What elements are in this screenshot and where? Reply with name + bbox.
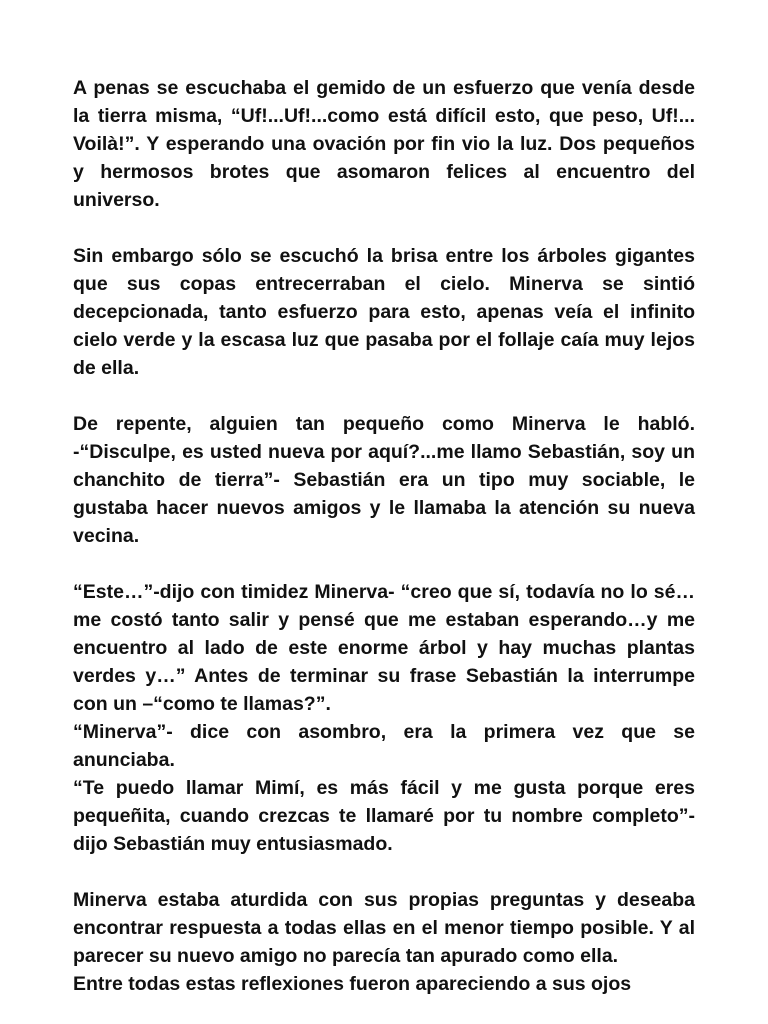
- paragraph-4: “Este…”-dijo con timidez Minerva- “creo que sí, todavía no lo sé…me costó tanto salir y pensé que me estaban esperando…y me encuentro al lado de este enorme árbol y hay muchas plantas verdes y…” Antes de terminar su frase Sebastián la interrumpe con un –“como te llamas?”.: [73, 581, 695, 715]
- document-page: [73, 74, 695, 998]
- paragraph-3: De repente, alguien tan pequeño como Minerva le habló. -“Disculpe, es usted nueva por aquí?...me llamo Sebastián, soy un chanchito de tierra”- Sebastián era un tipo muy sociable, le gustaba hacer nuevos amigos y le llamaba la atención su nueva vecina.: [73, 413, 695, 547]
- paragraph-7: Minerva estaba aturdida con sus propias preguntas y deseaba encontrar respuesta a todas ellas en el menor tiempo posible. Y al parecer su nuevo amigo no parecía tan apurado como ella.: [73, 889, 695, 967]
- paragraph-2: Sin embargo sólo se escuchó la brisa entre los árboles gigantes que sus copas entrecerraban el cielo. Minerva se sintió decepcionada, tanto esfuerzo para esto, apenas veía el infinito cielo verde y la escasa luz que pasaba por el follaje caía muy lejos de ella.: [73, 245, 695, 379]
- paragraph-8: Entre todas estas reflexiones fueron apareciendo a sus ojos: [73, 973, 632, 995]
- paragraph-1: A penas se escuchaba el gemido de un esfuerzo que venía desde la tierra misma, “Uf!...Uf!...como está difícil esto, que peso, Uf!... Voilà!”. Y esperando una ovación por fin vio la luz. Dos pequeños y hermosos brotes que asomaron felices al encuentro del universo.: [73, 77, 695, 211]
- paragraph-5: “Minerva”- dice con asombro, era la primera vez que se anunciaba.: [73, 721, 695, 771]
- paragraph-6: “Te puedo llamar Mimí, es más fácil y me gusta porque eres pequeñita, cuando crezcas te llamaré por tu nombre completo”- dijo Sebastián muy entusiasmado.: [73, 777, 695, 855]
